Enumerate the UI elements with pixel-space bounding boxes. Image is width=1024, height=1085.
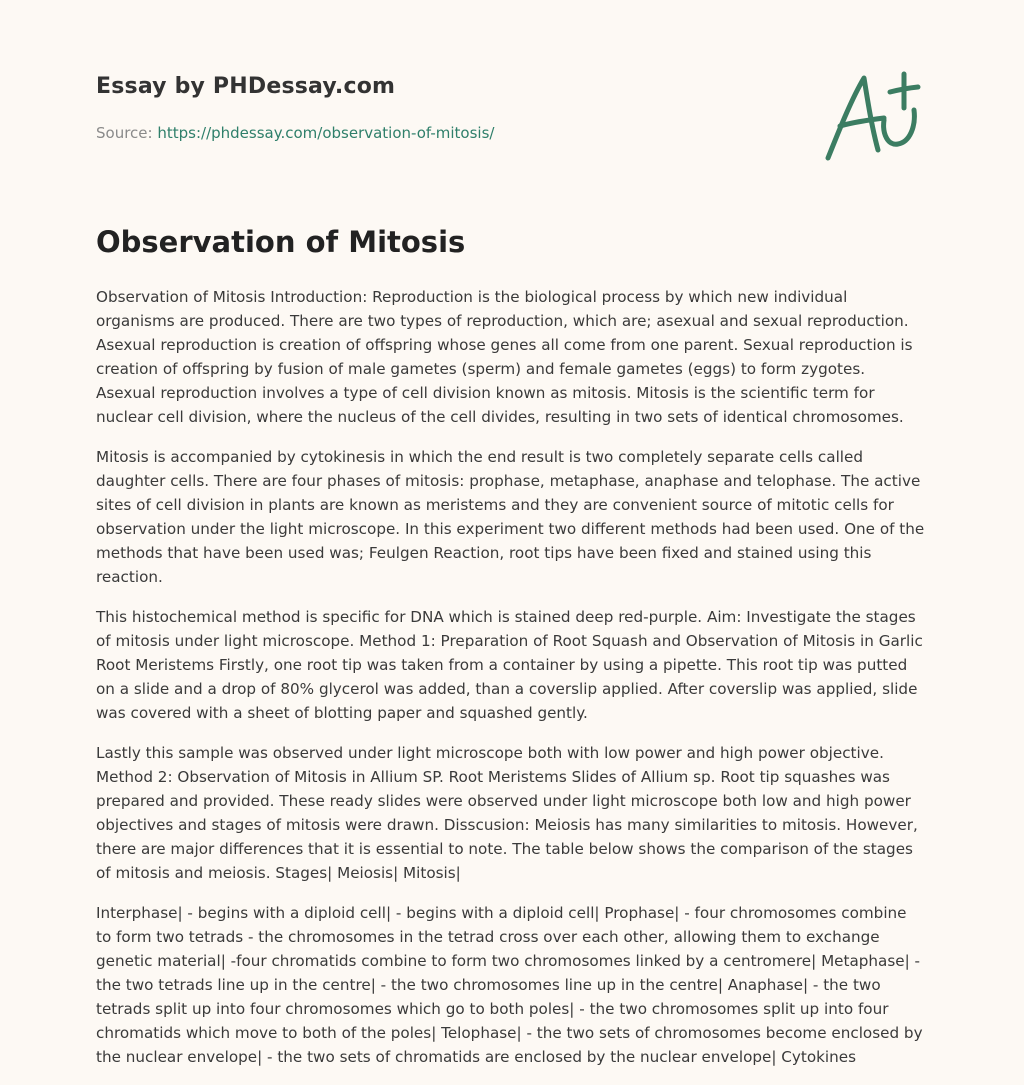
paragraph: Mitosis is accompanied by cytokinesis in which the end result is two completely separate cells called daughter cells. There are four phases of mitosis: prophase, metaphase, anaphase and telophase. The active sites of cell division in plants are known as meristems and they are convenient source of mitotic cells for observation under the light microscope. In this experiment two different methods had been used. One of the methods that have been used was; Feulgen Reaction, root tips have been fixed and stained using this reaction.	[96, 448, 925, 586]
paragraph: Interphase| - begins with a diploid cell| - begins with a diploid cell| Prophase| - four chromosomes combine to form two tetrads - the chromosomes in the tetrad cross over each other, allowing them to exchange genetic material| -four chromatids combine to form two chromosomes linked by a centromere| Metaphase| - the two tetrads line up in the centre| - the two chromosomes line up in the centre| Anaphase| - the two tetrads split up into four chromosomes which go to both poles| - the two chromosomes split up into four chromatids which move to both of the poles| Telophase| - the two sets of chromosomes become enclosed by the nuclear envelope| - the two sets of chromatids are enclosed by the nuclear envelope| Cytokines	[96, 904, 923, 1066]
a-plus-logo-icon	[818, 68, 930, 164]
paragraph: Lastly this sample was observed under light microscope both with low power and high power objective. Method 2: Observation of Mitosis in Allium SP. Root Meristems Slides of Allium sp. Root tip squashes was prepared and provided. These ready slides were observed under light microscope both low and high power objectives and stages of mitosis were drawn. Disscusion: Meiosis has many similarities to mitosis. However, there are major differences that it is essential to note. The table below shows the comparison of the stages of mitosis and meiosis. Stages| Meiosis| Mitosis|	[96, 744, 918, 882]
site-brand: Essay by PHDessay.com	[96, 74, 396, 99]
essay-body	[96, 285, 926, 1085]
source-label: Source:	[96, 124, 153, 142]
source-line	[96, 124, 494, 142]
source-link[interactable]: https://phdessay.com/observation-of-mitosis/	[157, 124, 495, 142]
paragraph: Observation of Mitosis Introduction: Reproduction is the biological process by which new individual organisms are produced. There are two types of reproduction, which are; asexual and sexual reproduction. Asexual reproduction is creation of offspring whose genes all come from one parent. Sexual reproduction is creation of offspring by fusion of male gametes (sperm) and female gametes (eggs) to form zygotes. Asexual reproduction involves a type of cell division known as mitosis. Mitosis is the scientific term for nuclear cell division, where the nucleus of the cell divides, resulting in two sets of identical chromosomes.	[96, 288, 913, 426]
essay-title: Observation of Mitosis	[96, 225, 466, 259]
paragraph: This histochemical method is specific for DNA which is stained deep red-purple. Aim: Investigate the stages of mitosis under light microscope. Method 1: Preparation of Root Squash and Observation of Mitosis in Garlic Root Meristems Firstly, one root tip was taken from a container by using a pipette. This root tip was putted on a slide and a drop of 80% glycerol was added, than a coverslip applied. After coverslip was applied, slide was covered with a sheet of blotting paper and squashed gently.	[96, 608, 923, 722]
